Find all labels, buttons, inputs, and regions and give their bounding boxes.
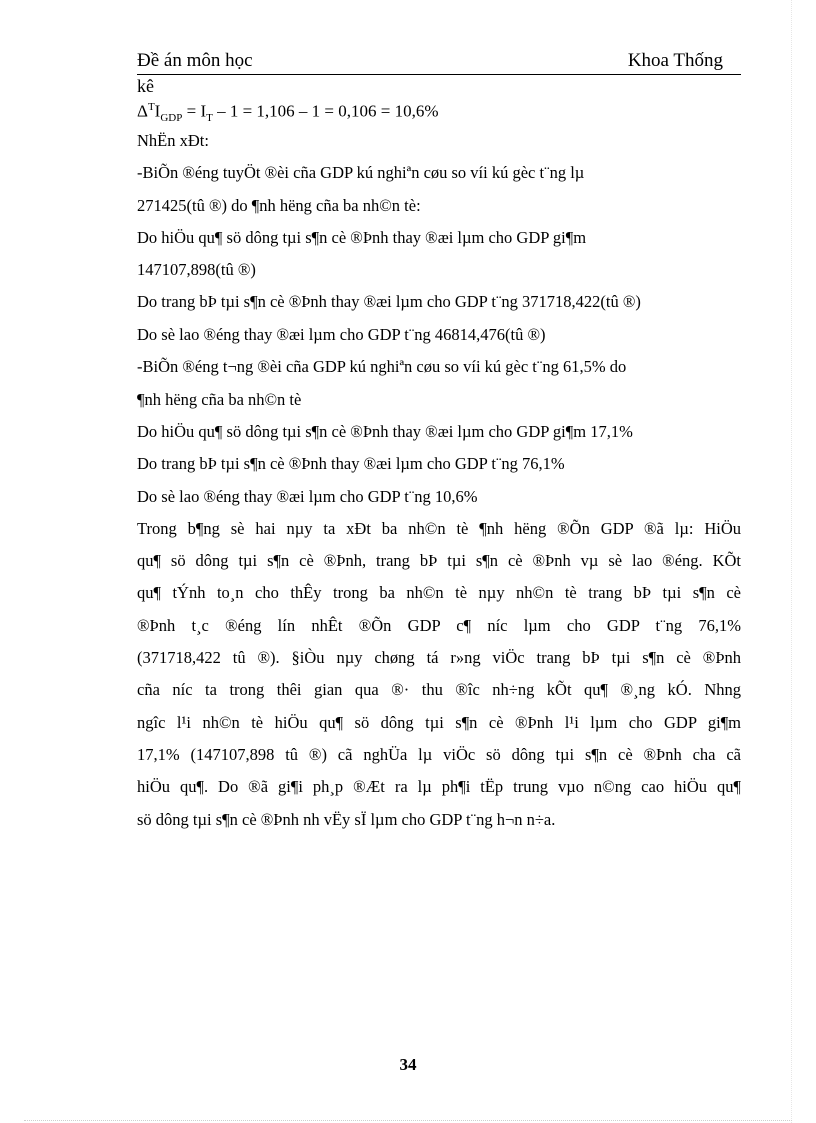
paragraph-line: ®Þnh t¸c ®éng lín nhÊt ®Õn GDP c¶ níc lµm cho GDP t¨ng 76,1%	[137, 616, 741, 635]
text-line: Do trang bÞ tµi s¶n cè ®Þnh thay ®æi lµm cho GDP t¨ng 76,1%	[137, 454, 565, 473]
paragraph-line: qu¶ sö dông tµi s¶n cè ®Þnh, trang bÞ tµi s¶n cè ®Þnh vµ sè lao ®éng. KÕt	[137, 551, 741, 570]
text-line: Do hiÖu qu¶ sö dông tµi s¶n cè ®Þnh thay ®æi lµm cho GDP gi¶m	[137, 228, 587, 247]
page-header	[137, 50, 741, 75]
paragraph-line: 17,1% (147107,898 tû ®) cã nghÜa lµ viÖc sö dông tµi s¶n cè ®Þnh cha cã	[137, 745, 741, 764]
paragraph-last-line: sö dông tµi s¶n cè ®Þnh nh vËy sÏ lµm cho GDP t¨ng h¬n n÷a.	[137, 810, 556, 829]
paragraph-line: hiÖu qu¶. Do ®ã gi¶i ph¸p ®Æt ra lµ ph¶i tËp trung vµo n©ng cao hiÖu qu¶	[137, 777, 741, 796]
text-line: NhËn xÐt:	[137, 131, 209, 150]
text-line: 147107,898(tû ®)	[137, 260, 256, 279]
header-faculty: Khoa Thống	[627, 50, 723, 71]
text-line: Do trang bÞ tµi s¶n cè ®Þnh thay ®æi lµm cho GDP t¨ng 371718,422(tû ®)	[137, 292, 641, 311]
page-edge-bottom	[24, 1120, 792, 1121]
text-line: -BiÕn ®éng tuyÖt ®èi cña GDP kú nghiªn cøu so víi kú gèc t¨ng lµ	[137, 163, 585, 182]
page-number: 34	[399, 1055, 417, 1074]
header-course-title: Đề án môn học	[137, 50, 253, 71]
paragraph-line: Trong b¶ng sè hai nµy ta xÐt ba nh©n tè ¶nh hëng ®Õn GDP ®ã lµ: HiÖu	[137, 519, 741, 538]
text-line: Do sè lao ®éng thay ®æi lµm cho GDP t¨ng 46814,476(tû ®)	[137, 325, 546, 344]
text-line: 271425(tû ®) do ¶nh hëng cña ba nh©n tè:	[137, 196, 421, 215]
text-line: -BiÕn ®éng t¬ng ®èi cña GDP kú nghiªn cøu so víi kú gèc t¨ng 61,5% do	[137, 357, 627, 376]
paragraph-line: (371718,422 tû ®). §iÒu nµy chøng tá r»ng viÖc trang bÞ tµi s¶n cè ®Þnh	[137, 648, 741, 667]
text-line: ¶nh hëng cña ba nh©n tè	[137, 390, 302, 409]
text-line: Do hiÖu qu¶ sö dông tµi s¶n cè ®Þnh thay ®æi lµm cho GDP gi¶m 17,1%	[137, 422, 633, 441]
header-faculty-continuation: kê	[137, 76, 154, 96]
paragraph-line: qu¶ tÝnh to¸n cho thÊy trong ba nh©n tè nµy nh©n tè trang bÞ tµi s¶n cè	[137, 583, 741, 602]
paragraph-line: cña níc ta trong thêi gian qua ®· thu ®îc nh÷ng kÕt qu¶ ®¸ng kÓ. Nhng	[137, 680, 741, 699]
page-edge-right	[791, 0, 792, 1123]
paragraph-line: ngîc l¹i nh©n tè hiÖu qu¶ sö dông tµi s¶n cè ®Þnh l¹i lµm cho GDP gi¶m	[137, 713, 741, 732]
gdp-index-formula: $\Delta^TI_{GDP} = I_T - 1 = 1,106 - 1 = 0,106 = 10,6\%$	[137, 101, 439, 125]
text-line: Do sè lao ®éng thay ®æi lµm cho GDP t¨ng 10,6%	[137, 487, 478, 506]
